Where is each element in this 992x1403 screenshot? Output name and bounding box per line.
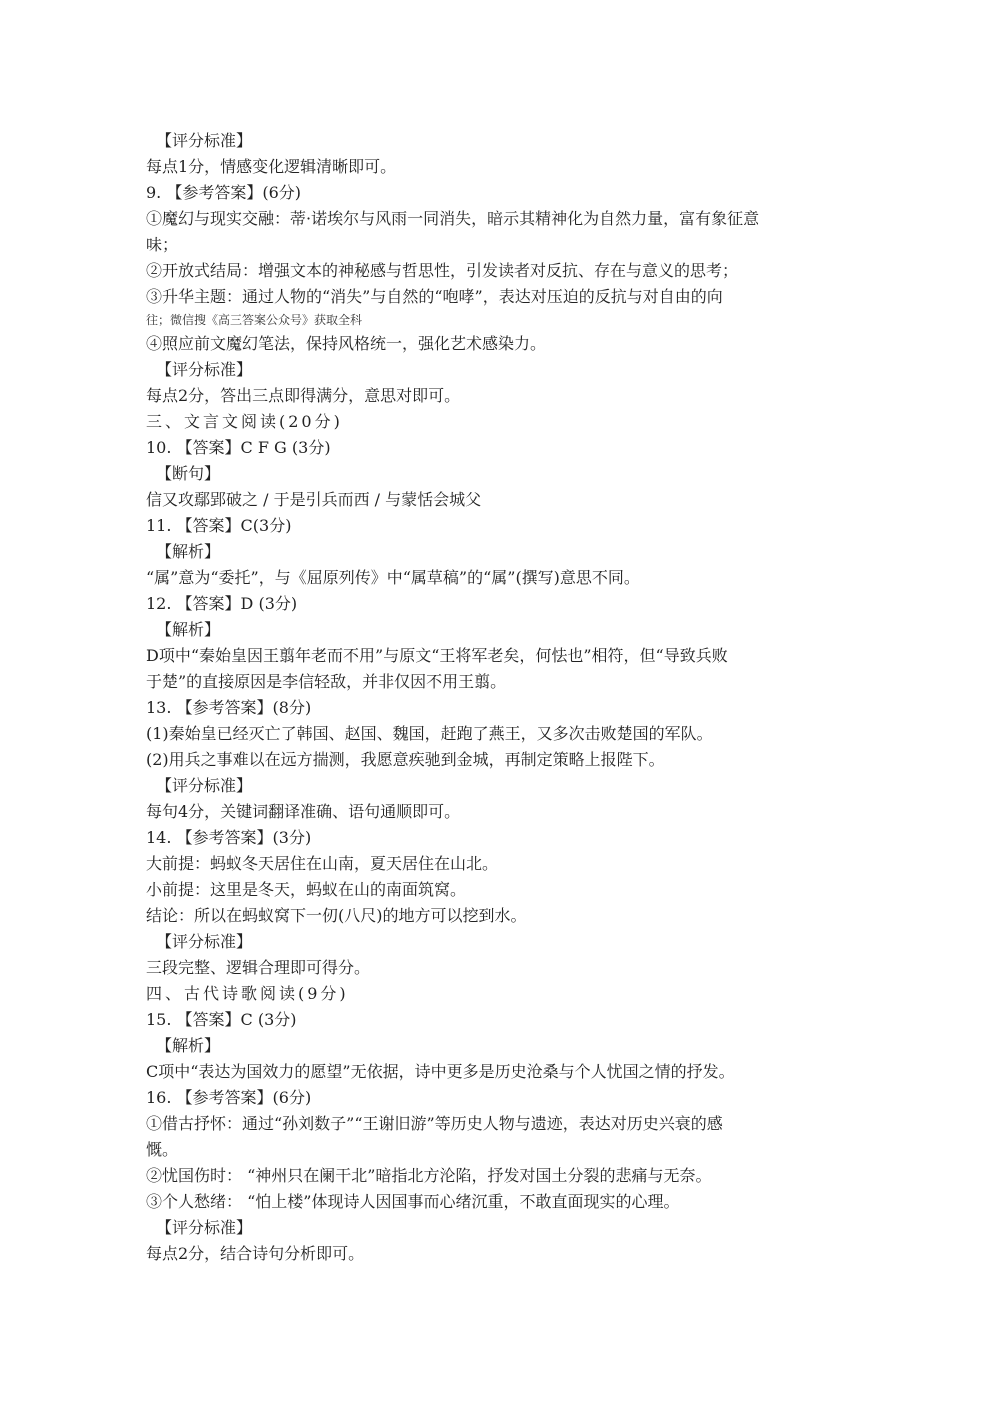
translation-line: (1)秦始皇已经灭亡了韩国、赵国、魏国，赶跑了燕王，又多次击败楚国的军队。 <box>146 724 713 743</box>
answer-line: ①魔幻与现实交融：蒂·诺埃尔与风雨一同消失，暗示其精神化为自然力量，富有象征意 <box>146 209 760 228</box>
question-14-heading: 14. 【参考答案】(3分) <box>146 828 312 847</box>
scoring-heading: 【评分标准】 <box>156 1218 253 1237</box>
answer-line: ③升华主题：通过人物的“消失”与自然的“咆哮”，表达对压迫的反抗与对自由的向 <box>146 287 723 306</box>
answer-line: 味； <box>146 235 179 254</box>
scoring-text: 每句4分，关键词翻译准确、语句通顺即可。 <box>146 802 461 821</box>
scoring-heading: 【评分标准】 <box>156 360 253 379</box>
question-13-heading: 13. 【参考答案】(8分) <box>146 698 312 717</box>
answer-line: ④照应前文魔幻笔法，保持风格统一，强化艺术感染力。 <box>146 334 547 353</box>
syllogism-line: 大前提：蚂蚁冬天居住在山南，夏天居住在山北。 <box>146 854 499 873</box>
section-heading: 四、古代诗歌阅读(9分) <box>146 984 349 1003</box>
syllogism-line: 小前提：这里是冬天，蚂蚁在山的南面筑窝。 <box>146 880 467 899</box>
question-12-heading: 12. 【答案】D (3分) <box>146 594 298 613</box>
watermark-line: 往；微信搜《高三答案公众号》获取全科 <box>146 313 363 327</box>
scoring-heading: 【评分标准】 <box>156 131 253 150</box>
answer-content <box>146 128 846 1267</box>
answer-line: ③个人愁绪： “怕上楼”体现诗人因国事而心绪沉重，不敢直面现实的心理。 <box>146 1192 680 1211</box>
sentence-break-heading: 【断句】 <box>156 464 221 483</box>
sentence-break-text: 信又攻鄢郢破之 / 于是引兵而西 / 与蒙恬会城父 <box>146 490 482 509</box>
analysis-text: “属”意为“委托”，与《屈原列传》中“属草稿”的“属”(撰写)意思不同。 <box>146 568 640 587</box>
question-16-heading: 16. 【参考答案】(6分) <box>146 1088 312 1107</box>
analysis-text: C项中“表达为国效力的愿望”无依据，诗中更多是历史沧桑与个人忧国之情的抒发。 <box>146 1062 735 1081</box>
section-heading: 三、文言文阅读(20分) <box>146 412 343 431</box>
scoring-text: 每点1分，情感变化逻辑清晰即可。 <box>146 157 397 176</box>
analysis-text: 于楚”的直接原因是李信轻敌，并非仅因不用王翦。 <box>146 672 507 691</box>
question-9-heading: 9. 【参考答案】(6分) <box>146 183 302 202</box>
analysis-heading: 【解析】 <box>156 620 221 639</box>
scoring-heading: 【评分标准】 <box>156 932 253 951</box>
scoring-text: 每点2分，结合诗句分析即可。 <box>146 1244 365 1263</box>
syllogism-line: 结论：所以在蚂蚁窝下一仞(八尺)的地方可以挖到水。 <box>146 906 527 925</box>
answer-line: ①借古抒怀：通过“孙刘数子”“王谢旧游”等历史人物与遗迹，表达对历史兴衰的感 <box>146 1114 723 1133</box>
answer-line: ②开放式结局：增强文本的神秘感与哲思性，引发读者对反抗、存在与意义的思考； <box>146 261 739 280</box>
question-11-heading: 11. 【答案】C(3分) <box>146 516 292 535</box>
question-15-heading: 15. 【答案】C (3分) <box>146 1010 297 1029</box>
scoring-text: 每点2分，答出三点即得满分，意思对即可。 <box>146 386 461 405</box>
scoring-text: 三段完整、逻辑合理即可得分。 <box>146 958 371 977</box>
analysis-text: D项中“秦始皇因王翦年老而不用”与原文“王将军老矣，何怯也”相符，但“导致兵败 <box>146 646 728 665</box>
analysis-heading: 【解析】 <box>156 542 221 561</box>
answer-line: 慨。 <box>146 1140 179 1159</box>
scoring-heading: 【评分标准】 <box>156 776 253 795</box>
translation-line: (2)用兵之事难以在远方揣测，我愿意疾驰到金城，再制定策略上报陛下。 <box>146 750 665 769</box>
analysis-heading: 【解析】 <box>156 1036 221 1055</box>
question-10-heading: 10. 【答案】C F G (3分) <box>146 438 331 457</box>
answer-line: ②忧国伤时： “神州只在阑干北”暗指北方沦陷，抒发对国土分裂的悲痛与无奈。 <box>146 1166 712 1185</box>
